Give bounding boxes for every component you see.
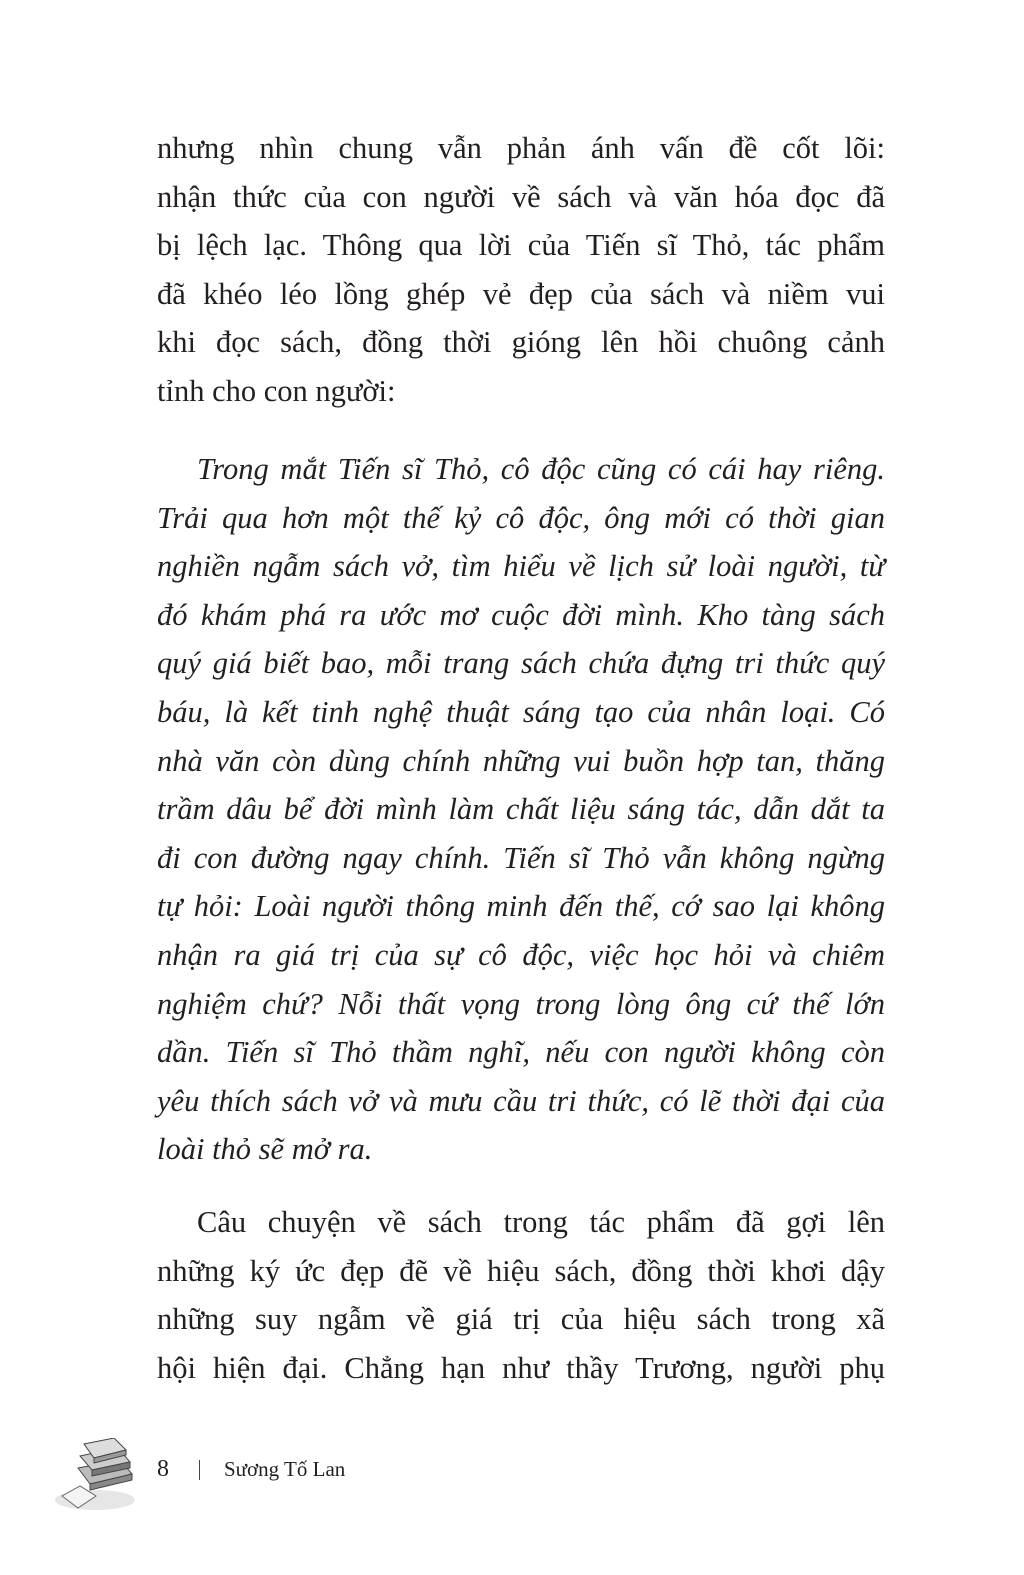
text-line: nhận thức của con người về sách và văn hóa đọc đã — [157, 179, 885, 214]
text-line: khi đọc sách, đồng thời gióng lên hồi chuông cảnh — [157, 325, 885, 360]
text-line: đi con đường ngay chính. Tiến sĩ Thỏ vẫn không ngừng — [157, 840, 885, 875]
text-line: trầm dâu bể đời mình làm chất liệu sáng tác, dẫn dắt ta — [157, 792, 885, 827]
text-line: Câu chuyện về sách trong tác phẩm đã gợi lên — [197, 1205, 885, 1239]
stacked-books-icon — [50, 1438, 140, 1513]
text-line: Trải qua hơn một thế kỷ cô độc, ông mới có thời gian — [157, 500, 885, 535]
quote-block — [157, 445, 885, 1174]
text-line: nghiệm chứ? Nỗi thất vọng trong lòng ông cứ thế lớn — [157, 986, 885, 1021]
text-line: tỉnh cho con người: — [157, 373, 396, 408]
footer-divider — [199, 1460, 200, 1480]
text-line: Trong mắt Tiến sĩ Thỏ, cô độc cũng có cái hay riêng. — [197, 452, 885, 486]
author-name: Sương Tố Lan — [224, 1457, 346, 1481]
text-line: dần. Tiến sĩ Thỏ thầm nghĩ, nếu con người không còn — [157, 1035, 885, 1070]
text-line: hội hiện đại. Chẳng hạn như thầy Trương, người phụ — [157, 1350, 885, 1385]
text-line: báu, là kết tinh nghệ thuật sáng tạo của nhân loại. Có — [157, 694, 885, 729]
paragraph-1 — [157, 124, 885, 416]
text-line: đã khéo léo lồng ghép vẻ đẹp của sách và niềm vui — [157, 276, 885, 311]
text-line: quý giá biết bao, mỗi trang sách chứa đựng tri thức quý — [157, 646, 885, 681]
page-number: 8 — [157, 1456, 169, 1482]
text-line: bị lệch lạc. Thông qua lời của Tiến sĩ Thỏ, tác phẩm — [157, 228, 885, 263]
text-line: loài thỏ sẽ mở ra. — [157, 1132, 373, 1167]
text-line: yêu thích sách vở và mưu cầu tri thức, có lẽ thời đại của — [157, 1083, 885, 1118]
text-line: đó khám phá ra ước mơ cuộc đời mình. Kho tàng sách — [157, 597, 885, 632]
text-line: những suy ngẫm về giá trị của hiệu sách trong xã — [157, 1302, 885, 1337]
text-line: nhưng nhìn chung vẫn phản ánh vấn đề cốt lõi: — [157, 131, 885, 165]
text-line: nhà văn còn dùng chính những vui buồn hợp tan, thăng — [157, 743, 885, 778]
text-line: những ký ức đẹp đẽ về hiệu sách, đồng thời khơi dậy — [157, 1253, 885, 1288]
text-line: nhận ra giá trị của sự cô độc, việc học hỏi và chiêm — [157, 937, 885, 972]
text-line: nghiền ngẫm sách vở, tìm hiểu về lịch sử loài người, từ — [157, 549, 885, 584]
page-footer — [157, 1456, 345, 1483]
text-line: tự hỏi: Loài người thông minh đến thế, cớ sao lại không — [157, 889, 885, 924]
paragraph-2 — [157, 1198, 885, 1392]
